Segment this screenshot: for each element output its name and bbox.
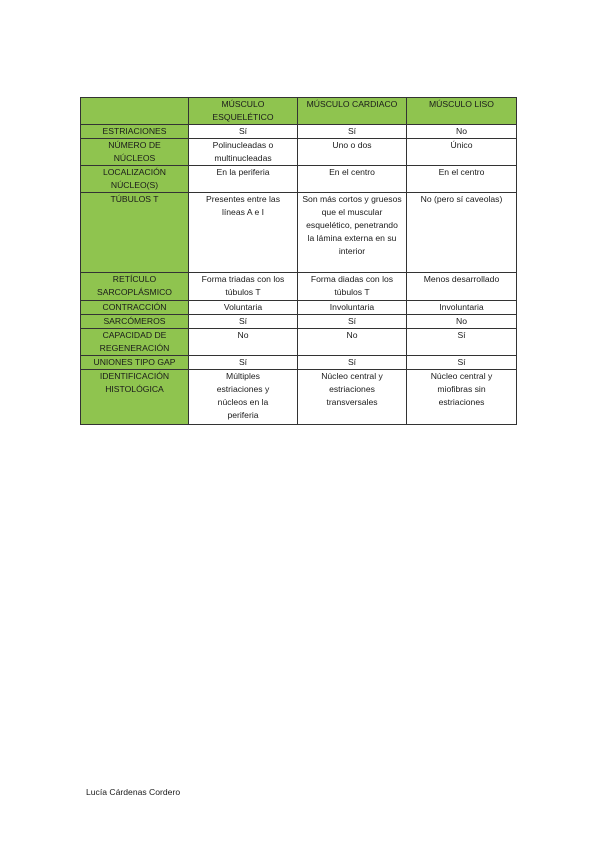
header-smooth-muscle: MÚSCULO LISO <box>407 98 517 125</box>
cell-smooth: Sí <box>407 329 517 356</box>
cell-skeletal: Sí <box>189 356 298 370</box>
row-label: IDENTIFICACIÓN HISTOLÓGICA <box>81 370 189 425</box>
muscle-comparison-table <box>80 97 517 425</box>
table-row <box>81 370 517 425</box>
table-row <box>81 166 517 193</box>
cell-skeletal: No <box>189 329 298 356</box>
cell-cardiac: No <box>298 329 407 356</box>
cell-skeletal: Forma triadas con los túbulos T <box>189 273 298 301</box>
row-label: CONTRACCIÓN <box>81 301 189 315</box>
cell-skeletal: Presentes entre las líneas A e I <box>189 193 298 273</box>
cell-smooth: Único <box>407 139 517 166</box>
table-row <box>81 356 517 370</box>
cell-skeletal: En la periferia <box>189 166 298 193</box>
header-cardiac-muscle: MÚSCULO CARDIACO <box>298 98 407 125</box>
cell-cardiac: Sí <box>298 356 407 370</box>
table-row <box>81 273 517 301</box>
row-label: RETÍCULO SARCOPLÁSMICO <box>81 273 189 301</box>
header-skeletal-muscle: MÚSCULO ESQUELÉTICO <box>189 98 298 125</box>
cell-cardiac: Sí <box>298 125 407 139</box>
cell-smooth: No <box>407 315 517 329</box>
table-row <box>81 139 517 166</box>
cell-skeletal: Polinucleadas o multinucleadas <box>189 139 298 166</box>
cell-cardiac: Uno o dos <box>298 139 407 166</box>
table-row <box>81 301 517 315</box>
row-label: LOCALIZACIÓN NÚCLEO(S) <box>81 166 189 193</box>
cell-smooth: En el centro <box>407 166 517 193</box>
row-label: SARCÓMEROS <box>81 315 189 329</box>
cell-cardiac: Núcleo central y estriaciones transversales <box>298 370 407 425</box>
cell-skeletal: Voluntaria <box>189 301 298 315</box>
table-header-row <box>81 98 517 125</box>
row-label: TÚBULOS T <box>81 193 189 273</box>
cell-cardiac: Sí <box>298 315 407 329</box>
cell-skeletal: Sí <box>189 315 298 329</box>
cell-smooth: Sí <box>407 356 517 370</box>
table-row <box>81 315 517 329</box>
cell-skeletal: Sí <box>189 125 298 139</box>
cell-smooth: Involuntaria <box>407 301 517 315</box>
table-row <box>81 193 517 273</box>
table-row <box>81 125 517 139</box>
row-label: ESTRIACIONES <box>81 125 189 139</box>
cell-cardiac: Son más cortos y gruesos que el muscular esquelético, penetrando la lámina externa en su interior <box>298 193 407 273</box>
cell-cardiac: Forma diadas con los túbulos T <box>298 273 407 301</box>
cell-cardiac: En el centro <box>298 166 407 193</box>
cell-smooth: Menos desarrollado <box>407 273 517 301</box>
header-corner-cell <box>81 98 189 125</box>
table-row <box>81 329 517 356</box>
author-footer: Lucía Cárdenas Cordero <box>86 787 181 797</box>
cell-cardiac: Involuntaria <box>298 301 407 315</box>
cell-smooth: No <box>407 125 517 139</box>
cell-skeletal: Múltiples estriaciones y núcleos en la periferia <box>189 370 298 425</box>
cell-smooth: No (pero sí caveolas) <box>407 193 517 273</box>
row-label: NÚMERO DE NÚCLEOS <box>81 139 189 166</box>
row-label: UNIONES TIPO GAP <box>81 356 189 370</box>
row-label: CAPACIDAD DE REGENERACIÓN <box>81 329 189 356</box>
cell-smooth: Núcleo central y miofibras sin estriaciones <box>407 370 517 425</box>
